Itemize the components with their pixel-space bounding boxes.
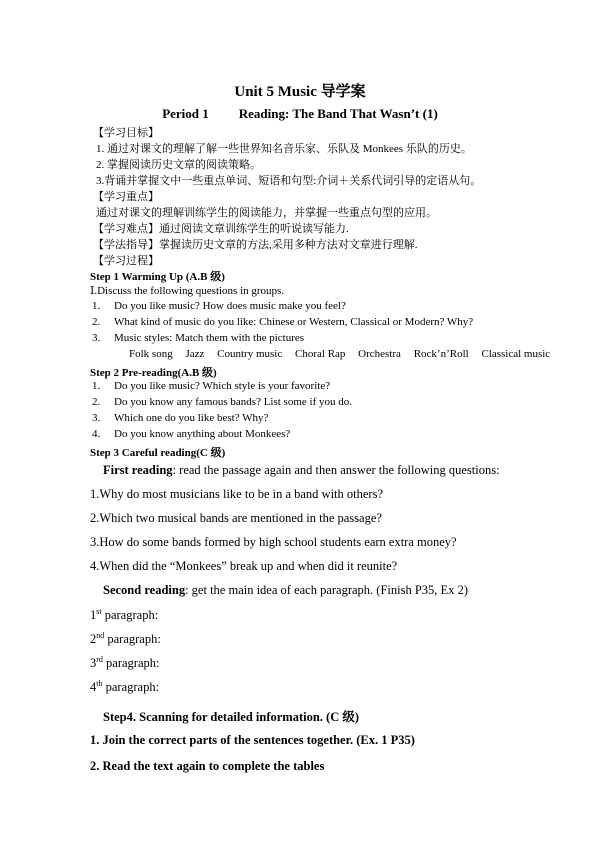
step3-question: 1.Why do most musicians like to be in a band with others? bbox=[90, 487, 384, 501]
key-points-text: 通过对课文的理解训练学生的阅读能力，并掌握一些重点句型的应用。 bbox=[96, 207, 437, 219]
music-style: Classical music bbox=[481, 348, 551, 360]
objective-item: 3.背诵并掌握文中一些重点单词、短语和句型:介词＋关系代词引导的定语从句。 bbox=[96, 175, 482, 187]
method-label: 【学法指导】 bbox=[93, 239, 159, 251]
period-topic: Reading: The Band That Wasn’t (1) bbox=[238, 106, 438, 121]
difficulty-line bbox=[93, 220, 600, 236]
period-heading bbox=[0, 106, 600, 122]
step4-task: 2. Read the text again to complete the tables bbox=[90, 759, 325, 773]
paragraph-prompt: 2nd paragraph: bbox=[90, 631, 161, 647]
step2-heading: Step 2 Pre-reading(A.B 级) bbox=[90, 367, 217, 379]
music-style: Choral Rap bbox=[295, 348, 346, 360]
method-text: 掌握读历史文章的方法,采用多种方法对文章进行理解. bbox=[159, 239, 418, 251]
key-points-heading: 【学习重点】 bbox=[93, 191, 159, 203]
music-style: Orchestra bbox=[358, 348, 401, 360]
paragraph-prompt: 1st paragraph: bbox=[90, 607, 159, 623]
step3-heading: Step 3 Careful reading(C 级) bbox=[90, 447, 226, 459]
step1-question: 1. Do you like music? How does music make you feel? bbox=[92, 300, 346, 312]
method-line bbox=[93, 236, 600, 252]
paragraph-prompt: 3rd paragraph: bbox=[90, 655, 160, 671]
step2-question: 1. Do you like music? Which style is your favorite? bbox=[92, 380, 331, 392]
step2-question: 4. Do you know anything about Monkees? bbox=[92, 428, 291, 440]
step1-intro: Ⅰ.Discuss the following questions in groups. bbox=[90, 285, 285, 297]
second-reading-instruction: Second reading: get the main idea of each paragraph. (Finish P35, Ex 2) bbox=[103, 583, 468, 597]
process-heading: 【学习过程】 bbox=[93, 255, 159, 267]
second-reading-label: Second reading bbox=[103, 583, 186, 597]
music-style: Folk song bbox=[129, 348, 173, 360]
step3-question: 4.When did the “Monkees” break up and when did it reunite? bbox=[90, 559, 398, 573]
music-style: Country music bbox=[217, 348, 283, 360]
paragraph-prompt: 4th paragraph: bbox=[90, 679, 160, 695]
music-styles-list bbox=[129, 348, 600, 360]
period-label: Period 1 bbox=[162, 106, 209, 121]
step3-question: 3.How do some bands formed by high school students earn extra money? bbox=[90, 535, 457, 549]
first-reading-label: First reading bbox=[103, 463, 173, 477]
step1-question: 3. Music styles: Match them with the pictures bbox=[92, 332, 305, 344]
difficulty-label: 【学习难点】 bbox=[93, 223, 159, 235]
step2-question: 3. Which one do you like best? Why? bbox=[92, 412, 269, 424]
step4-heading: Step4. Scanning for detailed information. (C 级) bbox=[103, 710, 360, 724]
difficulty-text: 通过阅读文章训练学生的听说读写能力. bbox=[159, 223, 349, 235]
music-style: Jazz bbox=[185, 348, 205, 360]
step4-task: 1. Join the correct parts of the sentences together. (Ex. 1 P35) bbox=[90, 733, 415, 747]
music-style: Rock’n’Roll bbox=[413, 348, 469, 360]
objective-item: 2. 掌握阅读历史文章的阅读策略。 bbox=[96, 159, 261, 171]
page-title: Unit 5 Music 导学案 bbox=[234, 84, 366, 100]
objective-item: 1. 通过对课文的理解了解一些世界知名音乐家、乐队及 Monkees 乐队的历史。 bbox=[96, 143, 472, 155]
first-reading-instruction: First reading: read the passage again and then answer the following questions: bbox=[103, 463, 500, 477]
step1-question: 2. What kind of music do you like: Chinese or Western, Classical or Modern? Why? bbox=[92, 316, 474, 328]
step2-question: 2. Do you know any famous bands? List some if you do. bbox=[92, 396, 352, 408]
step1-heading: Step 1 Warming Up (A.B 级) bbox=[90, 271, 225, 283]
step3-question: 2.Which two musical bands are mentioned in the passage? bbox=[90, 511, 382, 525]
objectives-heading: 【学习目标】 bbox=[93, 127, 159, 139]
